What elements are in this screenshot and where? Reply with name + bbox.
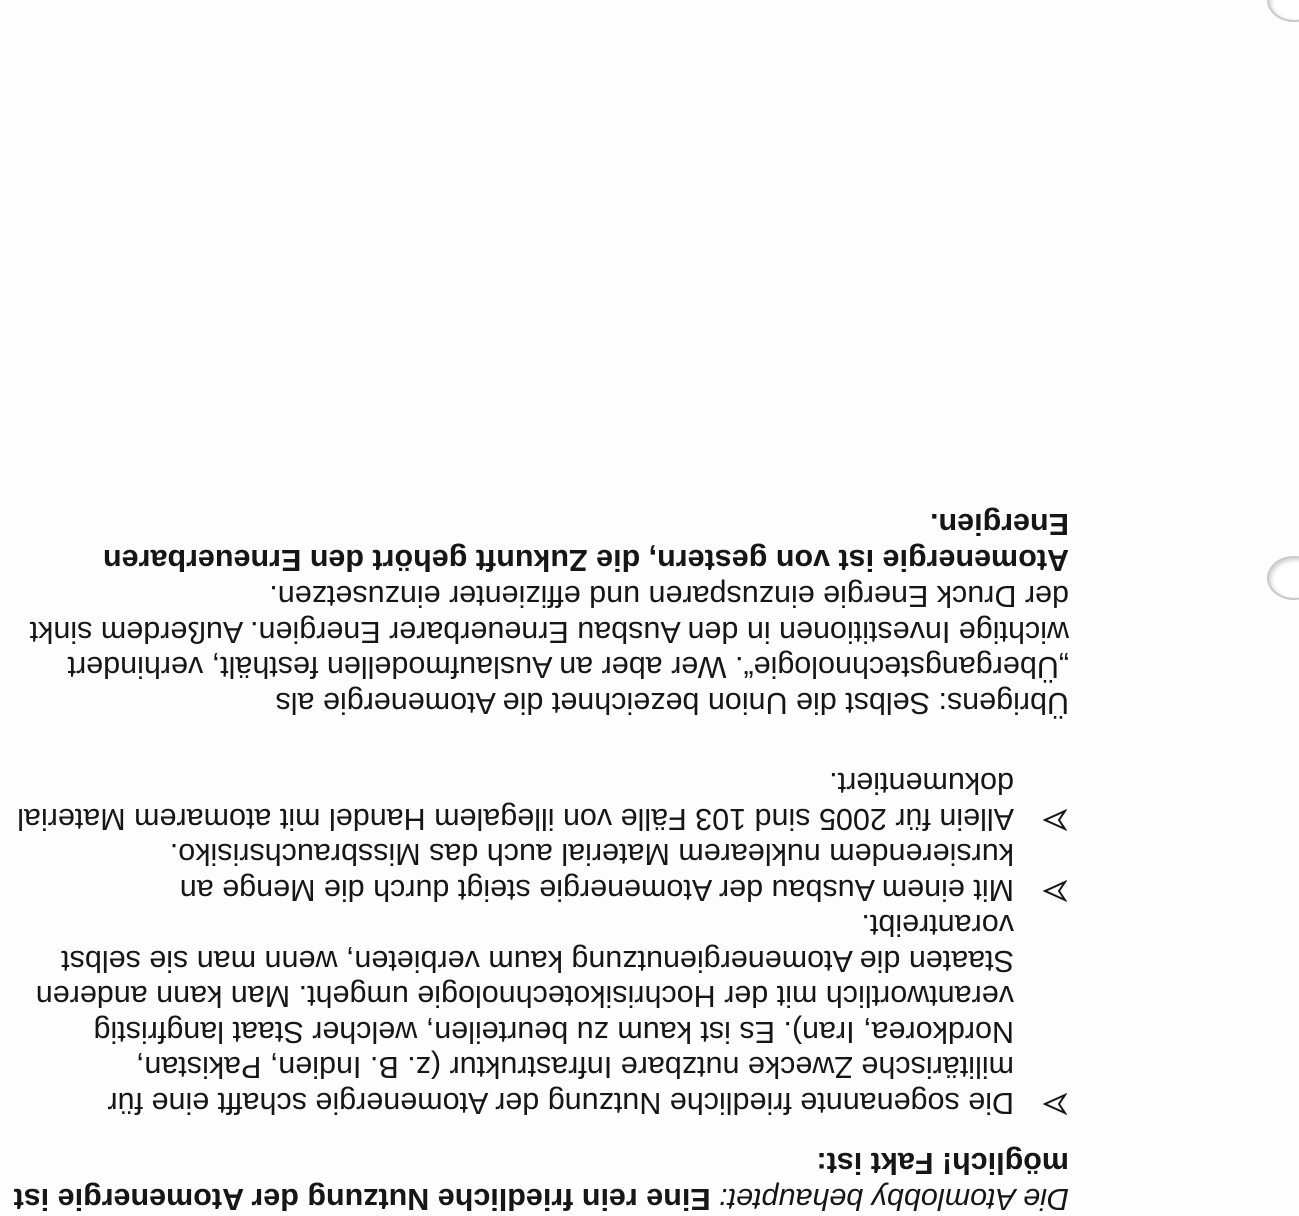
arrowhead-bullet-icon xyxy=(1043,879,1067,903)
claim-statement: Eine rein friedliche Nutzung der Atomenergie ist möglich! Fakt ist: xyxy=(13,1146,1069,1216)
fact-text: Allein für 2005 sind 103 Fälle von illegalem Handel mit atomarem Material dokumentiert. xyxy=(17,766,1014,836)
conclusion-heading: Atomenergie ist von gestern, die Zukunft gehört den Erneuerbaren Energien. xyxy=(103,507,1069,577)
arrowhead-bullet-icon xyxy=(1043,1092,1067,1116)
fact-text: Die sogenannte friedliche Nutzung der Atomenergie schafft eine für militärische Zwecke nutzbare Infrastruktur (z. B. Indien, Pakistan, Nordkorea, Iran). Es ist kaum zu beurteilen, welcher Staat langfristig verantwortlich mit der Hochrisikotechnologie umgeht. Man kann anderen Staaten die Atomenergienutzung kaum verbieten, wenn man sie selbst vorantreibt. xyxy=(35,908,1014,1120)
list-item xyxy=(4,765,1069,836)
facts-list xyxy=(4,765,1069,1120)
list-item xyxy=(4,836,1069,907)
fact-text: Mit einem Ausbau der Atomenergie steigt durch die Menge an kursierendem nuklearem Material auch das Missbrauchsrisiko. xyxy=(169,837,1014,907)
list-item xyxy=(4,907,1069,1120)
atomlobby-claim xyxy=(4,1145,1069,1216)
claim-intro: Die Atomlobby behauptet: xyxy=(719,1182,1069,1216)
arrowhead-bullet-icon xyxy=(1043,808,1067,832)
closing-paragraph: Übrigens: Selbst die Union bezeichnet die Atomenergie als „Übergangstechnologie“. Wer aber an Auslaufmodellen festhält, verhindert wichtige Investitionen in den Ausbau Erneuerbarer Energien. Außerdem sinkt der Druck Energie einzusparen und effizienter einzusetzen. xyxy=(29,579,1069,720)
